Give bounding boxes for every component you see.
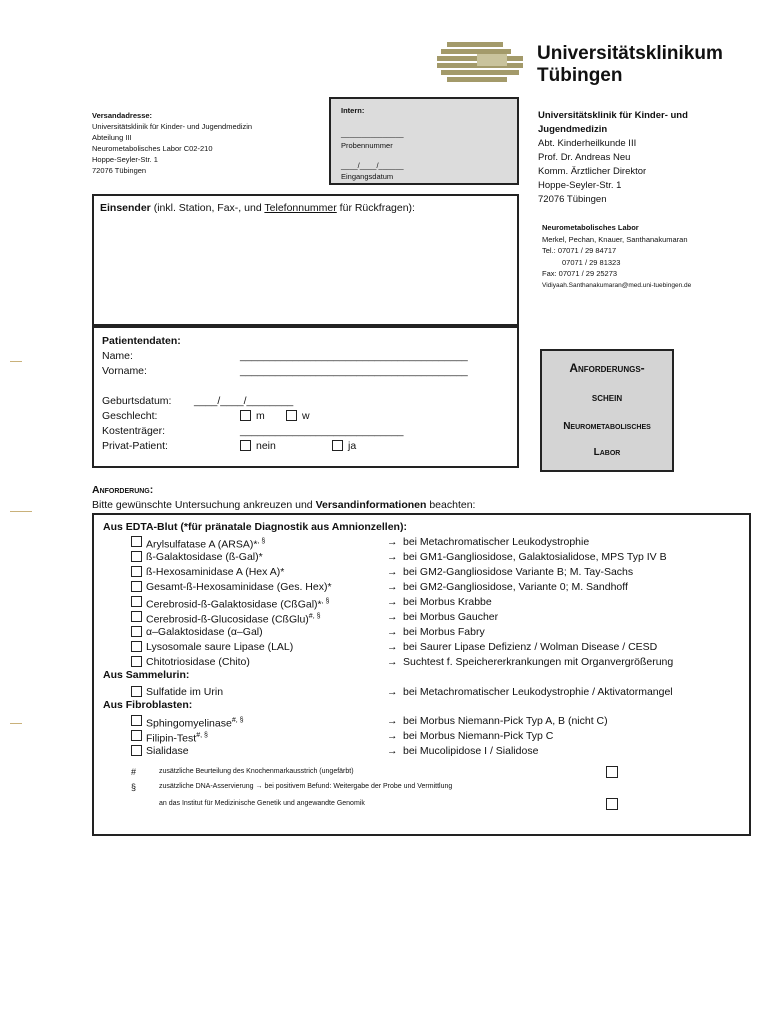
sender-label: [100, 202, 415, 214]
test-name-text: Filipin-Test: [146, 732, 197, 745]
form-title-box: [540, 349, 674, 472]
note-symbol: §: [131, 782, 137, 792]
shipping-address: [92, 110, 252, 176]
clinic-line: Prof. Dr. Andreas Neu: [538, 152, 631, 163]
sender-label-bold: Einsender: [100, 202, 151, 214]
test-name-text: Gesamt-ß-Hexosaminidase (Ges. Hex)*: [146, 581, 332, 593]
test-checkbox[interactable]: [131, 551, 142, 562]
test-indication: bei GM2-Gangliosidose Variante B; M. Tay-Sachs: [403, 566, 634, 578]
shipping-address-line: Hoppe-Seyler-Str. 1: [92, 155, 158, 164]
test-footnote-marker: #, §: [196, 732, 208, 739]
lab-title: Neurometabolisches Labor: [542, 223, 639, 232]
private-yes-label: ja: [348, 440, 357, 452]
arrow-icon: →: [387, 566, 398, 578]
test-checkbox[interactable]: [131, 566, 142, 577]
test-checkbox[interactable]: [131, 745, 142, 756]
test-checkbox[interactable]: [131, 536, 142, 547]
arrow-icon: →: [387, 626, 398, 638]
private-no-label: nein: [256, 440, 276, 452]
test-indication: bei GM2-Gangliosidose, Variante 0; M. Sandhoff: [403, 581, 628, 593]
note-text: an das Institut für Medizinische Genetik und angewandte Genomik: [159, 800, 365, 807]
test-indication: bei Morbus Gaucher: [403, 611, 499, 623]
arrow-icon: →: [387, 596, 398, 608]
sender-label-phone: Telefonnummer: [264, 202, 337, 214]
test-name: [146, 550, 263, 564]
intern-box: [329, 97, 519, 185]
logo-text-line2: Tübingen: [537, 65, 623, 86]
test-name: [146, 744, 189, 758]
clinic-title: Jugendmedizin: [538, 124, 608, 135]
section-title: Aus Fibroblasten:: [103, 699, 193, 711]
test-indication: bei Morbus Krabbe: [403, 596, 492, 608]
note-bone-marrow-checkbox[interactable]: [606, 766, 618, 778]
name-field[interactable]: _______________________________________: [240, 350, 468, 362]
receipt-date-line[interactable]: ____/____/______: [341, 161, 404, 170]
test-checkbox[interactable]: [131, 626, 142, 637]
logo: [437, 40, 527, 86]
test-name-text: Cerebrosid-ß-Glucosidase (CßGlu): [146, 613, 309, 626]
note-text-a: zusätzliche DNA-Asservierung: [159, 783, 254, 790]
form-title-line: Labor: [593, 447, 621, 458]
insurer-label: Kostenträger:: [102, 425, 166, 437]
test-name-text: Sialidase: [146, 745, 189, 757]
test-name-text: Sphingomyelinase: [146, 717, 232, 730]
test-name: [146, 625, 263, 639]
sample-number-label: Probennummer: [341, 141, 393, 150]
test-footnote-marker: #, §: [308, 613, 321, 620]
test-indication: bei Saurer Lipase Defizienz / Wolman Disease / CESD: [403, 641, 658, 653]
private-label: Privat-Patient:: [102, 440, 168, 452]
test-name: [146, 640, 293, 654]
section-title: Aus EDTA-Blut (*für pränatale Diagnostik aus Amnionzellen):: [103, 521, 407, 533]
private-no-checkbox[interactable]: [240, 440, 251, 451]
arrow-icon: →: [387, 581, 398, 593]
margin-mark: [10, 723, 22, 724]
test-name: [146, 580, 332, 594]
intern-title: Intern:: [341, 106, 365, 115]
patient-title: Patientendaten:: [102, 335, 181, 347]
sex-m-checkbox[interactable]: [240, 410, 251, 421]
name-label: Name:: [102, 350, 133, 362]
patient-box: [92, 326, 519, 468]
test-checkbox[interactable]: [131, 581, 142, 592]
lab-email: Vidiyaah.Santhanakumaran@med.uni-tuebingen.de: [542, 281, 692, 289]
test-name: [146, 565, 284, 579]
shipping-address-line: Universitätsklinik für Kinder- und Jugendmedizin: [92, 122, 253, 131]
shipping-address-line: Abteilung III: [92, 133, 132, 142]
arrow-icon: →: [387, 536, 398, 548]
test-checkbox[interactable]: [131, 730, 142, 741]
arrow-icon: →: [387, 641, 398, 653]
logo-mark-icon: [437, 40, 527, 86]
section-title: Aus Sammelurin:: [103, 669, 190, 681]
shipping-address-line: Neurometabolisches Labor C02-210: [92, 144, 213, 153]
form-title-line: Anforderungs-: [569, 361, 645, 375]
test-name-text: α–Galaktosidase (α–Gal): [146, 626, 263, 638]
request-intro-bold: Versandinformationen: [315, 499, 427, 511]
clinic-line: Abt. Kinderheilkunde III: [538, 138, 637, 149]
sender-box[interactable]: [92, 194, 519, 326]
shipping-address-title: Versandadresse:: [92, 111, 153, 120]
test-checkbox[interactable]: [131, 596, 142, 607]
test-name: [146, 655, 250, 669]
test-indication: Suchtest f. Speichererkrankungen mit Organvergrößerung: [403, 656, 674, 668]
test-indication: bei Morbus Niemann-Pick Typ C: [403, 730, 554, 742]
note-text: zusätzliche Beurteilung des Knochenmarkausstrich (ungefärbt): [159, 768, 354, 775]
arrow-icon: →: [387, 715, 398, 727]
margin-mark: [10, 361, 22, 362]
note-symbol: #: [131, 767, 137, 777]
test-checkbox[interactable]: [131, 641, 142, 652]
test-name-text: Sulfatide im Urin: [146, 686, 224, 698]
test-footnote-marker: , §: [321, 598, 330, 605]
lab-tel: Tel.: 07071 / 29 84717: [542, 246, 617, 255]
receipt-date-label: Eingangsdatum: [341, 172, 394, 181]
test-checkbox[interactable]: [131, 656, 142, 667]
clinic-info: [538, 109, 688, 207]
test-name: [146, 685, 223, 699]
test-indication: bei Metachromatischer Leukodystrophie: [403, 536, 590, 548]
firstname-field[interactable]: _______________________________________: [240, 365, 468, 377]
test-footnote-marker: , §: [257, 538, 266, 545]
firstname-label: Vorname:: [102, 365, 147, 377]
lab-info: [542, 222, 691, 291]
sex-w-label: w: [302, 410, 310, 422]
test-name-text: ß-Hexosaminidase A (Hex A)*: [146, 566, 285, 578]
sender-label-text: (inkl. Station, Fax-, und: [150, 202, 265, 214]
test-indication: bei Morbus Fabry: [403, 626, 485, 638]
private-yes-checkbox[interactable]: [332, 440, 343, 451]
test-checkbox[interactable]: [131, 715, 142, 726]
sample-number-line[interactable]: _______________: [341, 129, 404, 138]
arrow-icon: →: [387, 745, 398, 757]
note-text: [159, 783, 452, 790]
birthdate-field[interactable]: ____/____/________: [194, 395, 294, 407]
sex-label: Geschlecht:: [102, 410, 158, 422]
note-text-b: bei positivem Befund: Weitergabe der Probe und Vermittlung: [264, 783, 453, 790]
sex-m-label: m: [256, 410, 265, 422]
test-name-text: Chitotriosidase (Chito): [146, 656, 250, 668]
request-intro-text: Bitte gewünschte Untersuchung ankreuzen und: [92, 499, 316, 511]
sex-w-checkbox[interactable]: [286, 410, 297, 421]
arrow-icon: →: [387, 686, 398, 698]
insurer-field[interactable]: ____________________________: [240, 425, 404, 437]
form-title-line: schein: [591, 392, 623, 404]
test-name-text: Cerebrosid-ß-Galaktosidase (CßGal)*: [146, 598, 322, 611]
clinic-line: Hoppe-Seyler-Str. 1: [538, 180, 622, 191]
test-indication: bei Metachromatischer Leukodystrophie / Aktivatormangel: [403, 686, 673, 698]
birthdate-label: Geburtsdatum:: [102, 395, 172, 407]
test-name-text: Arylsulfatase A (ARSA)*: [146, 538, 258, 551]
test-name-text: ß-Galaktosidase (ß-Gal)*: [146, 551, 263, 563]
form-title-line: Neurometabolisches: [563, 421, 651, 432]
shipping-address-line: 72076 Tübingen: [92, 166, 147, 175]
request-intro: [92, 499, 475, 511]
test-indication: bei Mucolipidose I / Sialidose: [403, 745, 539, 757]
test-checkbox[interactable]: [131, 611, 142, 622]
test-checkbox[interactable]: [131, 686, 142, 697]
margin-mark: [10, 511, 32, 512]
arrow-icon: →: [387, 611, 398, 623]
clinic-line: Komm. Ärztlicher Direktor: [538, 166, 647, 177]
test-name-text: Lysosomale saure Lipase (LAL): [146, 641, 294, 653]
arrow-icon: →: [255, 783, 263, 790]
request-heading: Anforderung:: [92, 484, 154, 496]
test-indication: bei Morbus Niemann-Pick Typ A, B (nicht C): [403, 715, 608, 727]
sender-label-text: für Rückfragen):: [336, 202, 415, 214]
lab-staff: Merkel, Pechan, Knauer, Santhanakumaran: [542, 234, 688, 244]
lab-fax: Fax: 07071 / 29 25273: [542, 269, 618, 278]
test-indication: bei GM1-Gangliosidose, Galaktosialidose, MPS Typ IV B: [403, 551, 667, 563]
test-footnote-marker: #, §: [231, 717, 244, 724]
clinic-title: Universitätsklinik für Kinder- und: [538, 110, 688, 121]
request-intro-text: beachten:: [426, 499, 476, 511]
note-dna-checkbox[interactable]: [606, 798, 618, 810]
lab-tel2: 07071 / 29 81323: [562, 257, 621, 267]
clinic-line: 72076 Tübingen: [538, 194, 607, 205]
arrow-icon: →: [387, 656, 398, 668]
arrow-icon: →: [387, 730, 398, 742]
arrow-icon: →: [387, 551, 398, 563]
logo-text-line1: Universitätsklinikum: [537, 43, 723, 64]
